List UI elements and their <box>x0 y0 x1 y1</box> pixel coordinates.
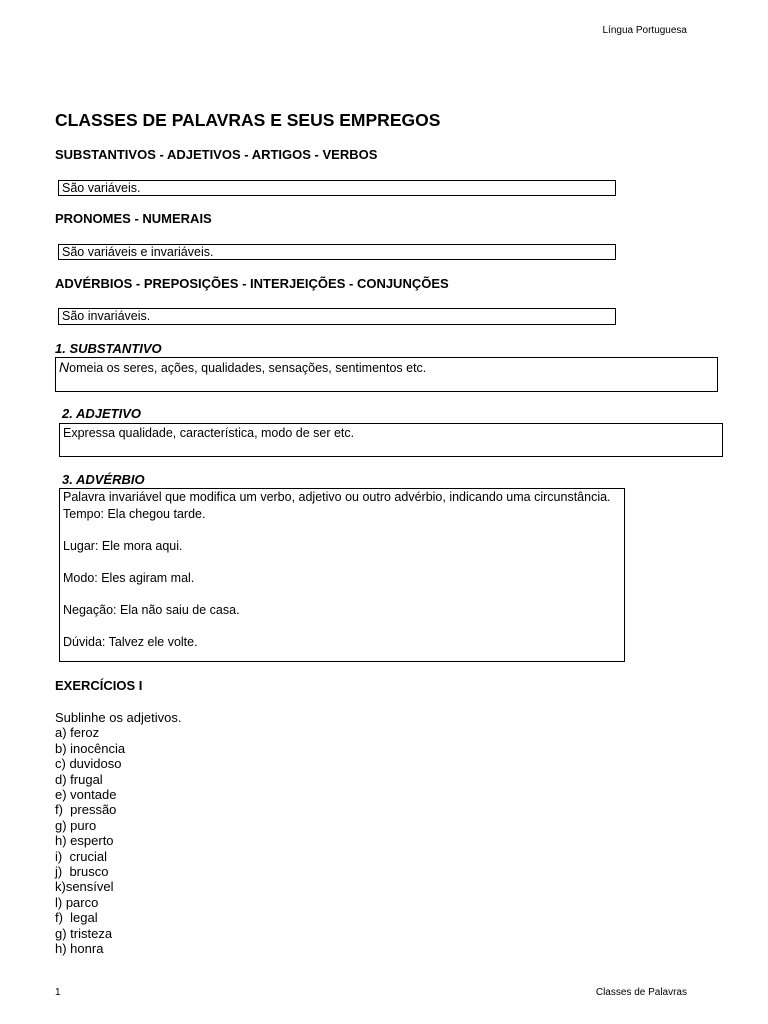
exercise-item: l) parco <box>55 894 99 910</box>
group-note-text: São variáveis e invariáveis. <box>62 245 214 259</box>
section-text-adjetivo: Expressa qualidade, característica, modo de ser etc. <box>63 426 355 440</box>
adverbio-example-lugar: Lugar: Ele mora aqui. <box>63 539 183 553</box>
group-note-text: São invariáveis. <box>62 309 151 323</box>
section-box-substantivo <box>55 357 718 392</box>
drop-letter: N <box>59 359 70 375</box>
exercise-item: d) frugal <box>55 771 103 787</box>
exercise-item: a) feroz <box>55 725 100 741</box>
group-note-text: São variáveis. <box>62 181 141 195</box>
section-box-adjetivo <box>59 423 723 457</box>
section-title-adjetivo: 2. ADJETIVO <box>62 406 141 421</box>
exercise-instruction: Sublinhe os adjetivos. <box>55 710 182 725</box>
exercise-item: k)sensível <box>55 879 114 895</box>
page-title: CLASSES DE PALAVRAS E SEUS EMPREGOS <box>55 110 441 130</box>
exercise-item: e) vontade <box>55 787 117 803</box>
exercise-list <box>55 710 181 957</box>
exercise-item: c) duvidoso <box>55 756 122 772</box>
adverbio-example-duvida: Dúvida: Talvez ele volte. <box>63 635 198 649</box>
exercise-item: b) inocência <box>55 740 126 756</box>
section-title-adverbio: 3. ADVÉRBIO <box>62 472 145 487</box>
exercise-item: j) brusco <box>55 864 109 880</box>
group-note-invariaveis <box>58 308 616 325</box>
section-title-substantivo: 1. SUBSTANTIVO <box>55 341 162 356</box>
exercises-heading: EXERCÍCIOS I <box>55 678 143 693</box>
exercise-item: g) tristeza <box>55 925 113 941</box>
group-heading-variaveis-invariaveis: PRONOMES - NUMERAIS <box>55 211 212 226</box>
exercise-item: f) legal <box>55 910 98 926</box>
group-heading-invariaveis: ADVÉRBIOS - PREPOSIÇÕES - INTERJEIÇÕES - CONJUNÇÕES <box>55 276 449 291</box>
section-text-substantivo: omeia os seres, ações, qualidades, sensações, sentimentos etc. <box>69 361 427 375</box>
group-note-variaveis <box>58 180 616 196</box>
exercise-item: f) pressão <box>55 802 117 818</box>
group-note-variaveis-invariaveis <box>58 244 616 260</box>
adverbio-definition: Palavra invariável que modifica um verbo, adjetivo ou outro advérbio, indicando uma circunstância. <box>63 490 611 504</box>
exercise-item: i) crucial <box>55 848 108 864</box>
exercise-item: h) honra <box>55 941 104 957</box>
header-subject: Língua Portuguesa <box>602 25 687 36</box>
exercise-item: g) puro <box>55 817 97 833</box>
footer-doc-title: Classes de Palavras <box>595 987 687 998</box>
adverbio-example-tempo: Tempo: Ela chegou tarde. <box>63 507 206 521</box>
group-heading-variaveis: SUBSTANTIVOS - ADJETIVOS - ARTIGOS - VERBOS <box>55 147 378 162</box>
section-box-adverbio <box>59 488 625 662</box>
adverbio-example-modo: Modo: Eles agiram mal. <box>63 571 195 585</box>
page-number: 1 <box>55 987 61 998</box>
adverbio-example-negacao: Negação: Ela não saiu de casa. <box>63 603 240 617</box>
exercise-item: h) esperto <box>55 833 114 849</box>
